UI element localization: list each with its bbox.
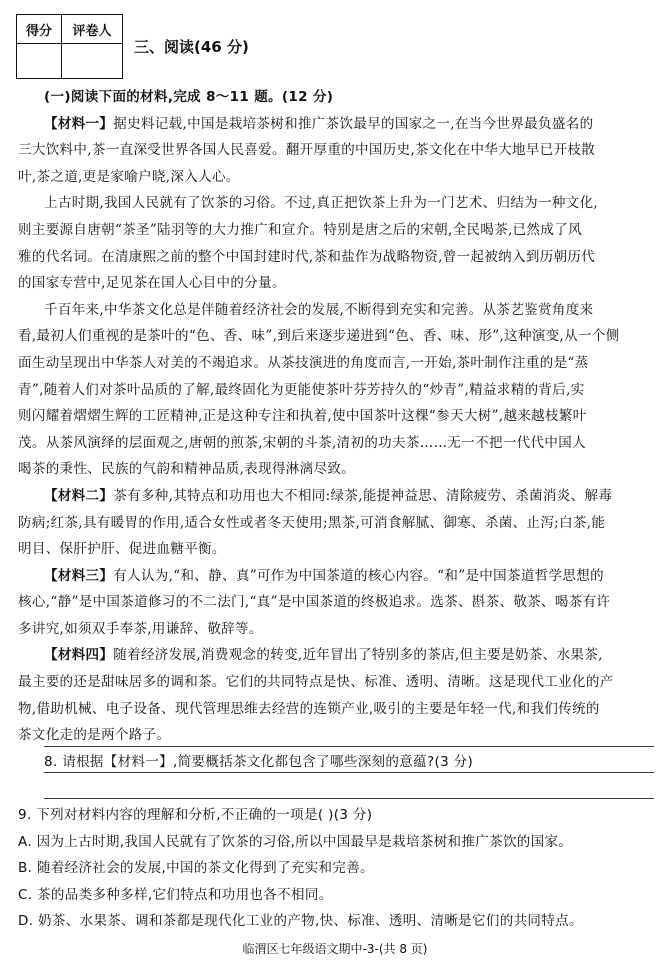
page-footer: 临渭区七年级语文期中-3-(共 8 页) [242, 942, 428, 956]
material-4-line: 物,借助机械、电子设备、现代管理思维去经营的连锁产业,吸引的主要是年轻一代,和我们传统的 [18, 700, 600, 717]
answer-line[interactable] [44, 746, 654, 747]
material-1-line: 的国家专营中,足见茶在国人心目中的分量。 [18, 275, 286, 292]
material-1-line: 则闪耀着熠熠生辉的工匠精神,正是这种专注和执着,使中国茶叶这棵“参天大树”,越来越枝繁叶 [18, 408, 587, 425]
material-4-line: 【材料四】随着经济发展,消费观念的转变,近年冒出了特别多的茶店,但主要是奶茶、水果茶, [44, 647, 603, 664]
question-9-option-b[interactable]: B. 随着经济社会的发展,中国的茶文化得到了充实和完善。 [18, 860, 374, 877]
reading-content [18, 84, 656, 775]
material-2-line: 防病;红茶,具有暖胃的作用,适合女性或者冬天使用;黑茶,可消食解腻、御寒、杀菌、止泻;白茶,能 [18, 514, 606, 531]
part-heading: (一)阅读下面的材料,完成 8～11 题。(12 分) [44, 89, 334, 105]
material-1-line: 面生动呈现出中华茶人对美的不竭追求。从茶技演进的角度而言,一开始,茶叶制作注重的是“蒸 [18, 354, 589, 371]
material-1-line: 三大饮料中,茶一直深受世界各国人民喜爱。翻开厚重的中国历史,茶文化在中华大地早已开枝散 [18, 142, 596, 159]
material-1-line: 看,最初人们重视的是茶叶的“色、香、味”,到后来逐步递进到“色、香、味、形”,这种演变,从一个侧 [18, 328, 620, 345]
grader-label: 评卷人 [62, 15, 123, 44]
material-3-line: 【材料三】有人认为,“和、静、真”可作为中国茶道的核心内容。“和”是中国茶道哲学思想的 [44, 567, 604, 584]
material-2-label: 【材料二】 [44, 487, 114, 504]
material-1-line: 【材料一】据史料记载,中国是栽培茶树和推广茶饮最早的国家之一,在当今世界最负盛名的 [44, 115, 594, 132]
question-9-option-a[interactable]: A. 因为上古时期,我国人民就有了饮茶的习俗,所以中国最早是栽培茶树和推广茶饮的国家。 [18, 833, 573, 850]
section-title: 三、阅读(46 分) [134, 38, 249, 56]
score-label: 得分 [17, 15, 62, 44]
grader-cell[interactable] [62, 44, 123, 79]
material-1-line: 千百年来,中华茶文化总是伴随着经济社会的发展,不断得到充实和完善。从茶艺鉴赏角度来 [44, 301, 594, 318]
material-4-line: 茶文化走的是两个路子。 [18, 727, 171, 744]
material-2-line: 【材料二】茶有多种,其特点和功用也大不相同:绿茶,能提神益思、清除疲劳、杀菌消炎、解毒 [44, 487, 613, 504]
material-3-line: 核心,“静”是中国茶道修习的不二法门,“真”是中国茶道的终极追求。选茶、斟茶、敬茶、喝茶有许 [18, 594, 611, 611]
question-8: 8. 请根据【材料一】,简要概括茶文化都包含了哪些深刻的意蕴?(3 分) [44, 753, 474, 770]
score-cell[interactable] [17, 44, 62, 79]
material-3-label: 【材料三】 [44, 567, 114, 584]
answer-line[interactable] [44, 772, 654, 773]
material-1-line: 喝茶的秉性、民族的气韵和精神品质,表现得淋漓尽致。 [18, 461, 356, 478]
material-1-label: 【材料一】 [44, 115, 114, 132]
material-4-line: 最主要的还是甜味居多的调和茶。它们的共同特点是快、标准、透明、清晰。这是现代工业化的产 [18, 674, 614, 691]
question-9-stem: 9. 下列对材料内容的理解和分析,不正确的一项是( )(3 分) [18, 807, 373, 823]
material-1-line: 青”,随着人们对茶叶品质的了解,最终固化为更能使茶叶芬芳持久的“炒青”,精益求精的背后,实 [18, 381, 585, 398]
material-1-line: 茂。从茶风演绎的层面观之,唐朝的煎茶,宋朝的斗茶,清初的功夫茶……无一不把一代代中国人 [18, 434, 586, 451]
question-9-option-c[interactable]: C. 茶的品类多种多样,它们特点和功用也各不相同。 [18, 886, 333, 903]
material-1-line: 则主要源自唐朝“茶圣”陆羽等的大力推广和宣介。特别是唐之后的宋朝,全民喝茶,已然成了风 [18, 221, 582, 238]
material-2-line: 明目、保肝护肝、促进血糖平衡。 [18, 541, 226, 558]
material-3-line: 多讲究,如须双手奉茶,用谦辞、敬辞等。 [18, 620, 263, 637]
score-box [16, 14, 123, 79]
material-4-label: 【材料四】 [44, 647, 114, 664]
question-9-option-d[interactable]: D. 奶茶、水果茶、调和茶都是现代化工业的产物,快、标准、透明、清晰是它们的共同特点。 [18, 913, 583, 930]
material-1-line: 叶,茶之道,更是家喻户晓,深入人心。 [18, 168, 240, 185]
answer-line[interactable] [44, 798, 654, 799]
material-1-line: 雅的代名词。在清康熙之前的整个中国封建时代,茶和盐作为战略物资,曾一起被纳入到历朝历代 [18, 248, 596, 265]
question-9-block [18, 802, 656, 935]
material-1-line: 上古时期,我国人民就有了饮茶的习俗。不过,真正把饮茶上升为一门艺术、归结为一种文化, [44, 195, 599, 212]
